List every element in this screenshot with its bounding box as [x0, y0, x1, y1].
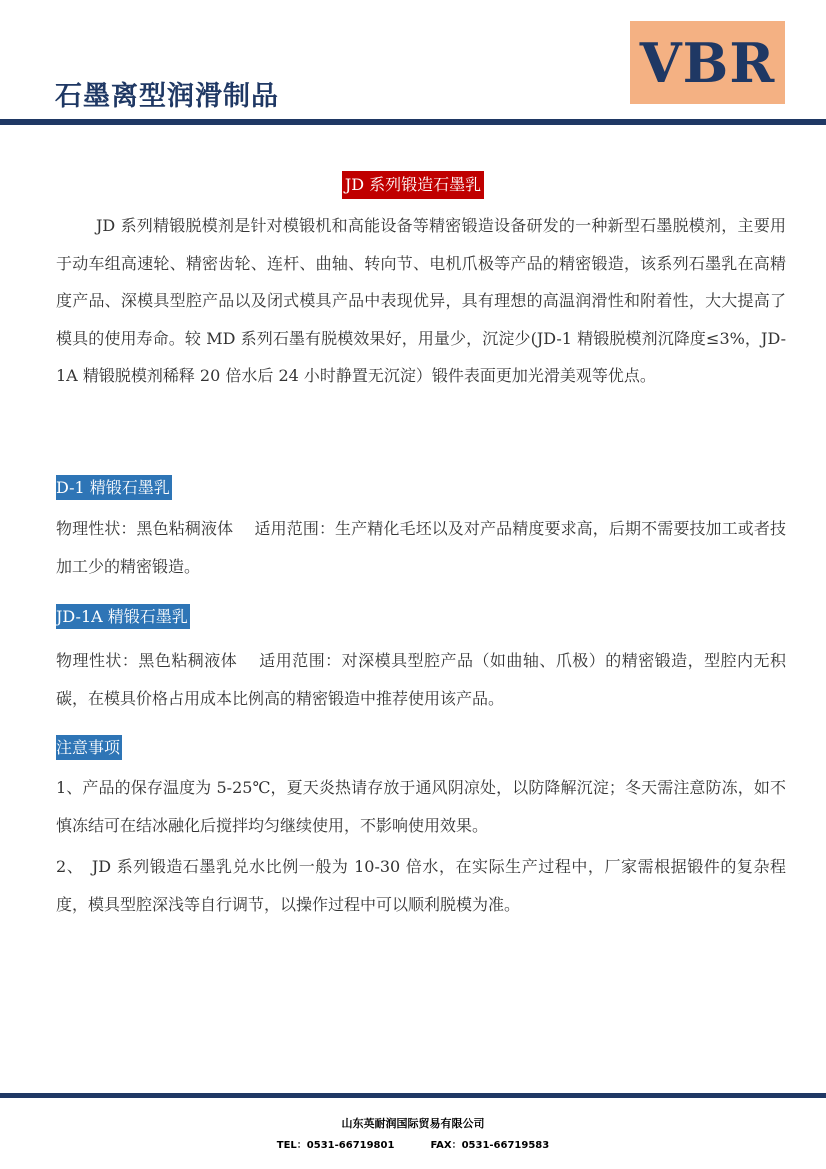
footer-rule [0, 1093, 826, 1098]
document-title-row [0, 171, 826, 199]
header-title: 石墨离型润滑制品 [55, 81, 279, 112]
notes-heading: 注意事项 [56, 735, 122, 760]
section-heading-jd1a: JD-1A 精锻石墨乳 [56, 604, 190, 629]
header-rule [0, 119, 826, 125]
footer-fax: FAX：0531-66719583 [430, 1140, 550, 1151]
section-text-d1: 物理性状：黑色粘稠液体 适用范围：生产精化毛坯以及对产品精度要求高，后期不需要技加工或者技加工少的精密锻造。 [56, 519, 786, 576]
footer-contact [0, 1136, 826, 1151]
section-body-jd1a [56, 642, 786, 717]
section-body-d1 [56, 510, 786, 585]
document-title: JD 系列锻造石墨乳 [342, 171, 484, 199]
section-heading-d1: D-1 精锻石墨乳 [56, 475, 172, 500]
note-item: 2、 JD 系列锻造石墨乳兑水比例一般为 10-30 倍水，在实际生产过程中，厂家需根据锻件的复杂程度，模具型腔深浅等自行调节，以操作过程中可以顺利脱模为准。 [56, 857, 786, 914]
note-item: 1、产品的保存温度为 5-25℃，夏天炎热请存放于通风阴凉处，以防降解沉淀；冬天需注意防冻，如不慎冻结可在结冰融化后搅拌均匀继续使用，不影响使用效果。 [56, 778, 786, 835]
intro-text: JD 系列精锻脱模剂是针对模锻机和高能设备等精密锻造设备研发的一种新型石墨脱模剂，主要用于动车组高速轮、精密齿轮、连杆、曲轴、转向节、电机爪极等产品的精密锻造，该系列石墨乳在高精度产品、深模具型腔产品以及闭式模具产品中表现优异，具有理想的高温润滑性和附着性，大大提高了模具的使用寿命。较 MD 系列石墨有脱模效果好，用量少，沉淀少(JD-1 精锻脱模剂沉降度≤3%，JD-1A 精锻脱模剂稀释 20 倍水后 24 小时静置无沉淀）锻件表面更加光滑美观等优点。 [56, 216, 786, 385]
logo [630, 21, 785, 104]
footer-company: 山东英耐润国际贸易有限公司 [341, 1117, 485, 1130]
intro-paragraph [56, 207, 786, 395]
section-text-jd1a: 物理性状：黑色粘稠液体 适用范围：对深模具型腔产品（如曲轴、爪极）的精密锻造，型腔内无积碳，在模具价格占用成本比例高的精密锻造中推荐使用该产品。 [56, 651, 786, 708]
logo-text: VBR [639, 30, 776, 95]
footer-tel: TEL：0531-66719801 [276, 1140, 395, 1151]
notes-list [56, 769, 786, 923]
